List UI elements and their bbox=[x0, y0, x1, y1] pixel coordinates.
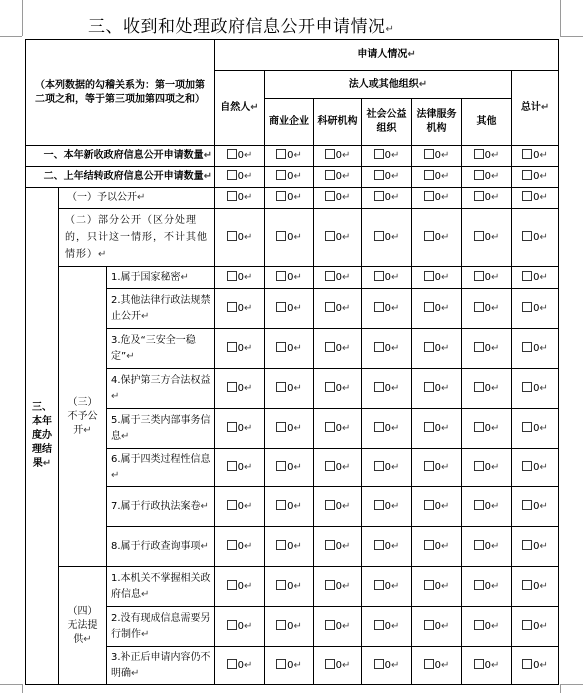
count-cell: 0↵ bbox=[412, 487, 462, 527]
count-cell: 0↵ bbox=[462, 188, 512, 209]
count-cell: 0↵ bbox=[462, 449, 512, 487]
count-cell: 0↵ bbox=[512, 289, 559, 329]
count-cell: 0↵ bbox=[265, 369, 314, 409]
count-cell: 0↵ bbox=[265, 188, 314, 209]
count-cell: 0↵ bbox=[362, 209, 412, 267]
count-cell: 0↵ bbox=[462, 289, 512, 329]
count-cell: 0↵ bbox=[362, 289, 412, 329]
count-cell: 0↵ bbox=[265, 289, 314, 329]
count-cell: 0↵ bbox=[215, 567, 265, 607]
header-col-research: 科研机构 bbox=[314, 99, 362, 146]
count-cell: 0↵ bbox=[215, 209, 265, 267]
count-cell: 0↵ bbox=[362, 188, 412, 209]
count-cell: 0↵ bbox=[362, 607, 412, 647]
item-three-sub: 6.属于四类过程性信息↵ bbox=[107, 449, 215, 487]
count-cell: 0↵ bbox=[512, 146, 559, 167]
header-natural: 自然人↵ bbox=[215, 71, 265, 146]
count-cell: 0↵ bbox=[412, 289, 462, 329]
count-cell: 0↵ bbox=[314, 209, 362, 267]
count-cell: 0↵ bbox=[265, 607, 314, 647]
count-cell: 0↵ bbox=[362, 369, 412, 409]
count-cell: 0↵ bbox=[265, 146, 314, 167]
item-four-sub: 3.补正后申请内容仍不明确↵ bbox=[107, 647, 215, 685]
count-cell: 0↵ bbox=[462, 146, 512, 167]
item-three-sub: 1.属于国家秘密↵ bbox=[107, 267, 215, 289]
count-cell: 0↵ bbox=[512, 567, 559, 607]
count-cell: 0↵ bbox=[215, 607, 265, 647]
item-four-sub: 2.没有现成信息需要另行制作↵ bbox=[107, 607, 215, 647]
count-cell: 0↵ bbox=[412, 167, 462, 188]
count-cell: 0↵ bbox=[215, 409, 265, 449]
count-cell: 0↵ bbox=[314, 647, 362, 685]
header-col-legal-service: 法律服务机构 bbox=[412, 99, 462, 146]
count-cell: 0↵ bbox=[265, 409, 314, 449]
count-cell: 0↵ bbox=[462, 329, 512, 369]
count-cell: 0↵ bbox=[412, 567, 462, 607]
count-cell: 0↵ bbox=[362, 329, 412, 369]
count-cell: 0↵ bbox=[215, 146, 265, 167]
count-cell: 0↵ bbox=[512, 188, 559, 209]
count-cell: 0↵ bbox=[512, 449, 559, 487]
count-cell: 0↵ bbox=[412, 209, 462, 267]
count-cell: 0↵ bbox=[462, 267, 512, 289]
item-three-sub: 4.保护第三方合法权益↵ bbox=[107, 369, 215, 409]
count-cell: 0↵ bbox=[265, 167, 314, 188]
crop-mark bbox=[0, 36, 22, 37]
count-cell: 0↵ bbox=[314, 289, 362, 329]
count-cell: 0↵ bbox=[462, 647, 512, 685]
count-cell: 0↵ bbox=[215, 188, 265, 209]
count-cell: 0↵ bbox=[314, 167, 362, 188]
count-cell: 0↵ bbox=[362, 527, 412, 567]
row-carried-over: 二、上年结转政府信息公开申请数量↵ bbox=[26, 167, 215, 188]
item-disclosed: （一）予以公开↵ bbox=[59, 188, 215, 209]
count-cell: 0↵ bbox=[412, 267, 462, 289]
count-cell: 0↵ bbox=[362, 267, 412, 289]
count-cell: 0↵ bbox=[314, 188, 362, 209]
count-cell: 0↵ bbox=[462, 527, 512, 567]
count-cell: 0↵ bbox=[362, 567, 412, 607]
disclosure-table bbox=[25, 39, 559, 685]
count-cell: 0↵ bbox=[512, 409, 559, 449]
section-three-label: 三、本年度办理结果↵ bbox=[26, 188, 59, 685]
count-cell: 0↵ bbox=[265, 527, 314, 567]
item-three-sub: 3.危及“三安全一稳定”↵ bbox=[107, 329, 215, 369]
crop-mark bbox=[560, 0, 561, 36]
item-partially-disclosed: （二）部分公开（区分处理的，只计这一情形，不计其他情形）↵ bbox=[59, 209, 215, 267]
count-cell: 0↵ bbox=[215, 527, 265, 567]
count-cell: 0↵ bbox=[215, 369, 265, 409]
count-cell: 0↵ bbox=[412, 527, 462, 567]
page-title: 三、收到和处理政府信息公开申请情况↵ bbox=[88, 17, 395, 37]
count-cell: 0↵ bbox=[412, 146, 462, 167]
count-cell: 0↵ bbox=[265, 647, 314, 685]
count-cell: 0↵ bbox=[215, 267, 265, 289]
header-legal-group: 法人或其他组织↵ bbox=[265, 71, 512, 99]
count-cell: 0↵ bbox=[314, 449, 362, 487]
item-three-sub: 8.属于行政查询事项↵ bbox=[107, 527, 215, 567]
count-cell: 0↵ bbox=[462, 409, 512, 449]
count-cell: 0↵ bbox=[462, 607, 512, 647]
header-col-public-welfare: 社会公益组织 bbox=[362, 99, 412, 146]
item-not-disclosed: （三）不予公开↵ bbox=[59, 267, 107, 567]
count-cell: 0↵ bbox=[462, 567, 512, 607]
header-applicant: 申请人情况↵ bbox=[215, 40, 559, 71]
count-cell: 0↵ bbox=[265, 449, 314, 487]
count-cell: 0↵ bbox=[412, 369, 462, 409]
count-cell: 0↵ bbox=[462, 487, 512, 527]
count-cell: 0↵ bbox=[412, 647, 462, 685]
count-cell: 0↵ bbox=[314, 567, 362, 607]
count-cell: 0↵ bbox=[362, 409, 412, 449]
header-total: 总计↵ bbox=[512, 71, 559, 146]
count-cell: 0↵ bbox=[314, 409, 362, 449]
count-cell: 0↵ bbox=[215, 329, 265, 369]
count-cell: 0↵ bbox=[265, 209, 314, 267]
count-cell: 0↵ bbox=[362, 647, 412, 685]
count-cell: 0↵ bbox=[362, 167, 412, 188]
count-cell: 0↵ bbox=[215, 167, 265, 188]
count-cell: 0↵ bbox=[314, 487, 362, 527]
count-cell: 0↵ bbox=[265, 567, 314, 607]
count-cell: 0↵ bbox=[412, 329, 462, 369]
count-cell: 0↵ bbox=[215, 487, 265, 527]
crop-mark bbox=[22, 0, 23, 36]
crop-mark bbox=[22, 684, 23, 693]
count-cell: 0↵ bbox=[512, 369, 559, 409]
count-cell: 0↵ bbox=[512, 607, 559, 647]
count-cell: 0↵ bbox=[265, 267, 314, 289]
count-cell: 0↵ bbox=[512, 167, 559, 188]
crop-mark bbox=[560, 684, 583, 685]
header-col-business: 商业企业 bbox=[265, 99, 314, 146]
item-three-sub: 7.属于行政执法案卷↵ bbox=[107, 487, 215, 527]
count-cell: 0↵ bbox=[314, 527, 362, 567]
count-cell: 0↵ bbox=[512, 487, 559, 527]
count-cell: 0↵ bbox=[512, 647, 559, 685]
count-cell: 0↵ bbox=[362, 449, 412, 487]
count-cell: 0↵ bbox=[412, 449, 462, 487]
count-cell: 0↵ bbox=[314, 267, 362, 289]
count-cell: 0↵ bbox=[412, 188, 462, 209]
header-col-other: 其他 bbox=[462, 99, 512, 146]
crop-mark bbox=[560, 684, 561, 693]
crop-mark bbox=[0, 684, 22, 685]
count-cell: 0↵ bbox=[512, 267, 559, 289]
count-cell: 0↵ bbox=[412, 409, 462, 449]
header-note: （本列数据的勾稽关系为：第一项加第二项之和，等于第三项加第四项之和） bbox=[26, 40, 215, 146]
count-cell: 0↵ bbox=[462, 369, 512, 409]
count-cell: 0↵ bbox=[314, 369, 362, 409]
item-unable-to-provide: （四）无法提供↵ bbox=[59, 567, 107, 685]
count-cell: 0↵ bbox=[462, 209, 512, 267]
item-four-sub: 1.本机关不掌握相关政府信息↵ bbox=[107, 567, 215, 607]
count-cell: 0↵ bbox=[215, 289, 265, 329]
count-cell: 0↵ bbox=[512, 209, 559, 267]
count-cell: 0↵ bbox=[512, 527, 559, 567]
count-cell: 0↵ bbox=[462, 167, 512, 188]
count-cell: 0↵ bbox=[215, 647, 265, 685]
count-cell: 0↵ bbox=[412, 607, 462, 647]
item-three-sub: 5.属于三类内部事务信息↵ bbox=[107, 409, 215, 449]
item-three-sub: 2.其他法律行政法规禁止公开↵ bbox=[107, 289, 215, 329]
count-cell: 0↵ bbox=[314, 146, 362, 167]
count-cell: 0↵ bbox=[265, 329, 314, 369]
row-new-requests: 一、本年新收政府信息公开申请数量↵ bbox=[26, 146, 215, 167]
count-cell: 0↵ bbox=[215, 449, 265, 487]
count-cell: 0↵ bbox=[265, 487, 314, 527]
count-cell: 0↵ bbox=[362, 487, 412, 527]
crop-mark bbox=[560, 36, 583, 37]
count-cell: 0↵ bbox=[314, 607, 362, 647]
count-cell: 0↵ bbox=[512, 329, 559, 369]
count-cell: 0↵ bbox=[314, 329, 362, 369]
count-cell: 0↵ bbox=[362, 146, 412, 167]
